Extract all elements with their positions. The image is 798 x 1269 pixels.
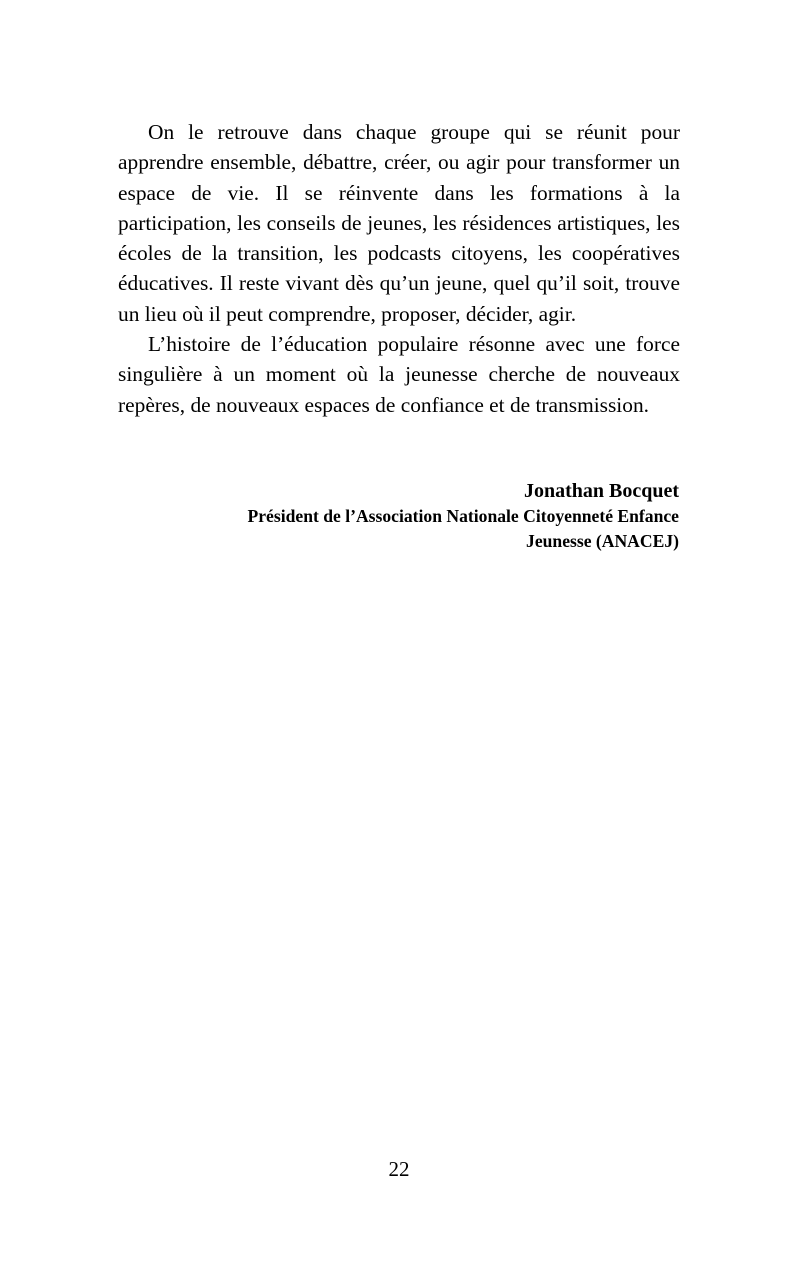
page-number: 22 <box>388 1157 410 1181</box>
signature-role-line-2: Jeunesse (ANACEJ) <box>526 530 679 551</box>
paragraph: On le retrouve dans chaque groupe qui se réunit pour apprendre ensemble, débattre, créer, ou agir pour transformer un espace de vie. Il se réinvente dans les formations à la participation, les conseils de jeunes, les résidences artistiques, les écoles de la transition, les podcasts citoyens, les coopératives éducatives. Il reste vivant dès qu’un jeune, quel qu’il soit, trouve un lieu où il peut comprendre, proposer, décider, agir. <box>118 120 680 326</box>
signature-name: Jonathan Bocquet <box>523 480 679 502</box>
signature-role-line-1: Président de l’Association Nationale Citoyenneté Enfance <box>247 506 679 526</box>
body-text <box>118 117 680 420</box>
signature-block <box>79 478 679 553</box>
paragraph: L’histoire de l’éducation populaire résonne avec une force singulière à un moment où la jeunesse cherche de nouveaux repères, de nouveaux espaces de confiance et de transmission. <box>118 332 680 417</box>
